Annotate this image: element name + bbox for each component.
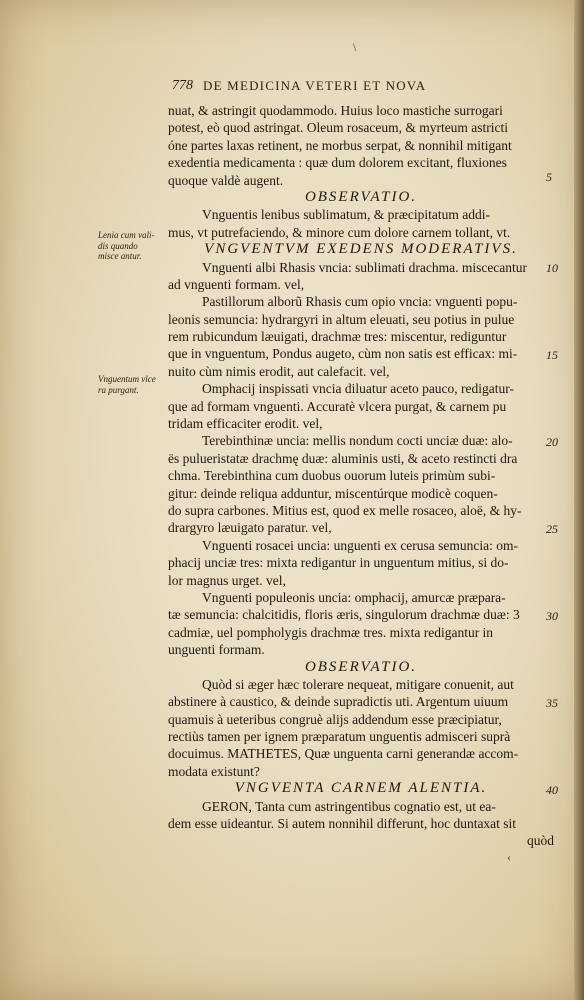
text-line: mus, vt putrefaciendo, & minore cum dolore carnem tollant, vt. [168,224,511,240]
text-line: tridam efficaciter erodit. vel, [168,416,323,432]
main-text [168,102,554,850]
text-line: Omphacij inspissati vncia diluatur aceto pauco, redigatur- [202,381,515,397]
running-header [172,78,502,94]
bottom-ink-mark: ‹ [507,850,511,864]
text-line: cadmiæ, uel pompholygis drachmæ tres. mixta redigantur in [168,624,494,640]
text-line: do supra carbones. Mitius est, quod ex melle rosaceo, aloë, & hy- [168,502,522,518]
text-line: gitur: deinde reliqua adduntur, miscentúrque modicè coquen- [168,485,498,501]
book-binding-edge [574,0,584,1000]
text-line: dem esse uideantur. Si autem nonnihil differunt, hoc duntaxat sit [168,816,517,832]
line-number: 30 [546,609,558,623]
text-line: lor magnus urget. vel, [168,572,286,588]
text-line: Vnguenti albi Rhasis vncia: sublimati drachma. miscecantur [202,259,528,275]
line-number: 15 [546,348,558,362]
text-line: potest, eò quod astringat. Oleum rosaceum, & myrteum astricti [168,120,509,136]
running-title: DE MEDICINA VETERI ET NOVA [203,78,427,93]
text-line: tæ semuncia: chalcitidis, floris æris, singulorum drachmæ duæ: 3 [168,607,520,623]
text-line: Quòd si æger hæc tolerare nequeat, mitigare conuenit, aut [202,676,514,692]
line-number: 20 [546,435,558,449]
text-line: drargyro læuigato paratur. vel, [168,520,332,536]
text-line: Vnguenti populeonis uncia: omphacij, amurcæ præpara- [202,589,506,605]
text-line: GERON, Tanta cum astringentibus cognatio est, ut ea- [202,798,496,814]
text-line: leonis semuncia: hydrargyri in altum eleuati, seu potius in pulue [168,311,515,327]
text-line: Terebinthinæ uncia: mellis nondum cocti unciæ duæ: alo- [202,433,513,449]
line-number: 10 [546,261,558,275]
text-line: rem rubicundum læuigati, drachmæ tres: miscentur, rediguntur [168,329,507,345]
text-line: phacij unciæ tres: mixta redigantur in unguentum mitius, si do- [168,555,509,571]
margin-note: Vnguentum vlce ra purgant. [98,374,156,395]
text-line: abstinere à caustico, & deinde supradictis uti. Argentum uiuum [168,694,509,710]
margin-note: Lenia cum vali- dis quando misce antur. [98,230,155,261]
line-number: 25 [546,522,558,536]
section-heading: VNGVENTVM EXEDENS MODERATIVS. [204,241,518,258]
page-number: 778 [172,78,193,93]
text-line: ës pulueristatæ drachmę duæ: aluminis usti, & aceto restincti dra [168,450,518,466]
text-line: quoque valdè augent. [168,172,284,188]
text-line: exedentia medicamenta : quæ dum dolorem excitant, fluxiones [168,155,507,171]
top-ink-mark: \ [353,40,357,54]
text-line: óne partes laxas retinent, ne morbus serpat, & nonnihil mitigant [168,137,512,153]
text-line: chma. Terebinthina cum duobus ouorum luteis primùm subi- [168,468,496,484]
text-line: Pastillorum alborũ Rhasis cum opio vncia: vnguenti popu- [202,294,518,310]
section-heading: VNGVENTA CARNEM ALENTIA. [234,780,488,797]
text-line: rectiùs tamen per ignem præparatum unguentis admisceri suprà [168,729,511,745]
text-line: Vnguenti rosacei uncia: unguenti ex cerusa semuncia: om- [202,537,519,553]
text-line: modata existunt? [168,763,260,779]
line-number: 35 [546,696,558,710]
text-line: que ad formam vnguenti. Accuratè vlcera purgat, & carnem pu [168,398,507,414]
line-number: 40 [546,783,558,797]
text-line: nuat, & astringit quodammodo. Huius loco mastiche surrogari [168,103,503,118]
text-line: quòd [527,833,554,849]
text-line: unguenti formam. [168,642,265,658]
line-number: 5 [546,170,552,184]
section-heading: OBSERVATIO. [304,658,418,675]
text-line: que in vnguentum, Pondus augeto, cùm non satis est efficax: mi- [168,346,518,362]
text-line: nuito cùm nimis erodit, aut calefacit. vel, [168,363,390,379]
text-line: Vnguentis lenibus sublimatum, & præcipitatum addi- [202,207,490,223]
text-line: ad vnguenti formam. vel, [168,276,305,292]
section-heading: OBSERVATIO. [304,188,418,205]
text-line: docuimus. MATHETES, Quæ unguenta carni generandæ accom- [168,746,519,762]
text-line: quamuis à ueteribus congruè alijs addendum esse præcipiatur, [168,711,502,727]
